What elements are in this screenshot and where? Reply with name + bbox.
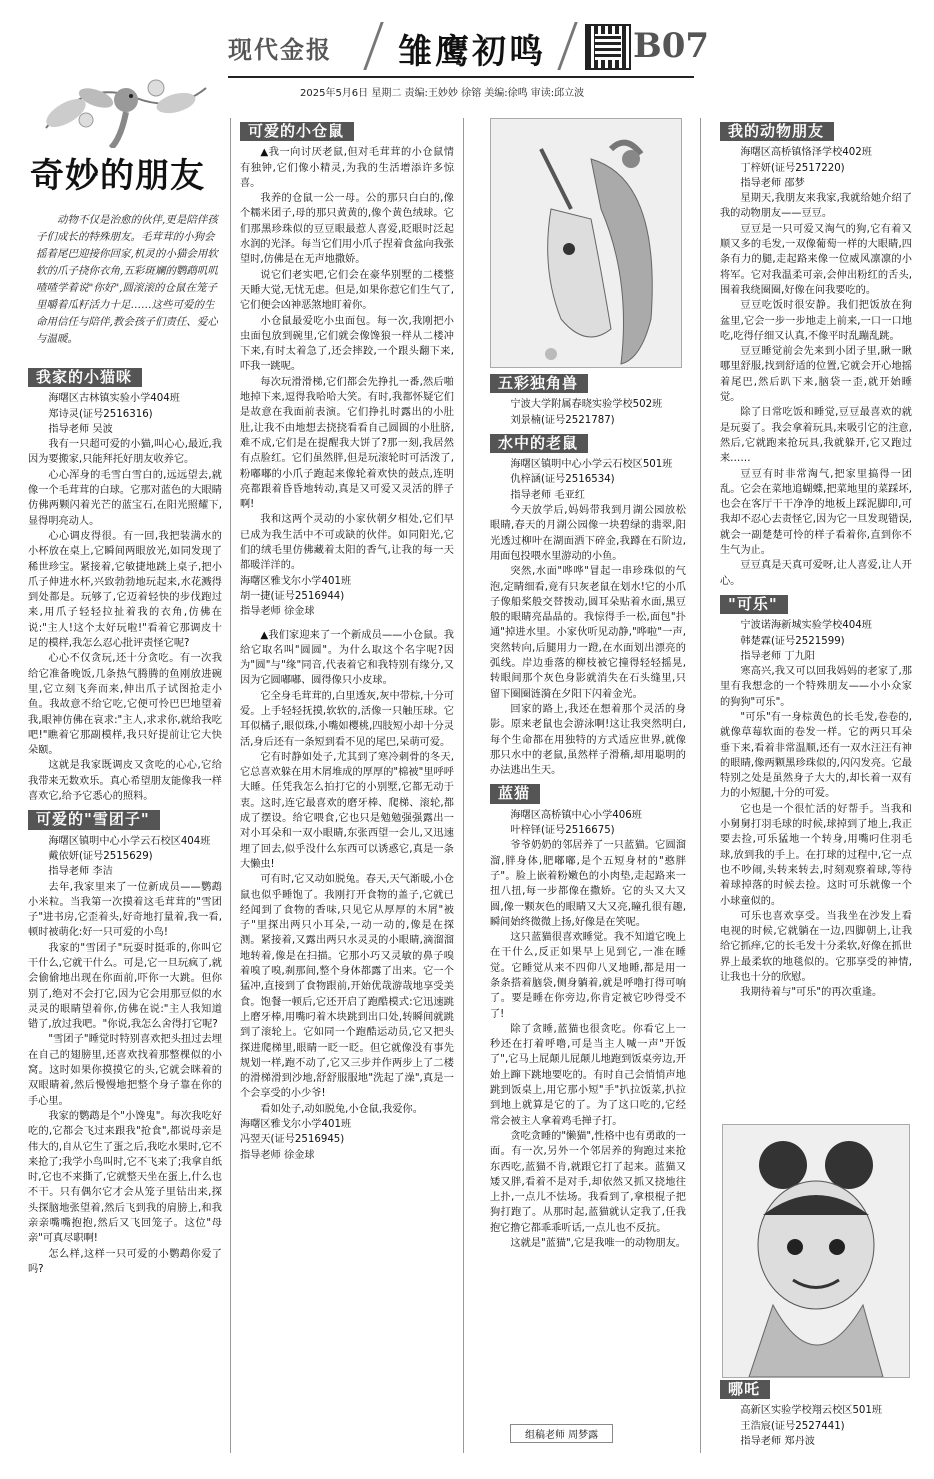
author-name: 仇梓涵(证号2516534) xyxy=(510,474,615,486)
paragraph: 我养的仓鼠一公一母。公的那只白白的,像个糯米团子,母的那只黄黄的,像个黄色绒球。它们那黑珍珠似的豆豆眼最惹人喜爱,眨眼时泛起水润的光泽。每当它们用小爪子捏着食盆向我张望时,仿佛是在无声地撒娇。 xyxy=(240,193,454,266)
author-name: 叶梓铎(证号2516675) xyxy=(510,825,615,837)
editor-note: 组稿老师 周梦露 xyxy=(510,1424,613,1443)
feature-title: 奇妙的朋友 xyxy=(30,156,205,196)
section-title: 可爱的小仓鼠 xyxy=(240,122,354,141)
paragraph: 可有时,它又动如脱兔。春天,天气渐暖,小仓鼠也似乎睡饱了。我刚打开食物的盖子,它就已经闻到了食物的香味,只见它从厚厚的木屑"被子"里探出两只小耳朵,一动一动的,像是在探测。紧接着,又露出两只水灵灵的小眼睛,滴溜溜地转着,像是在扫描。它那小巧又灵敏的鼻子嗅着嗅了嗅,刹那间,整个身体都露了出来。它一个猛冲,直接到了食物跟前,开始优哉游哉地享受美食。饱餐一顿后,它还开启了跑酷模式:它迅速跳上磨牙棒,用嘴叼着木块跳到出口处,转瞬间就跳到了滚轮上。它如同一个跑酷运动员,它又把头探进爬梯里,眼睛一眨一眨。但它就像没有事先规划一样,跑不动了,它又三步并作两步上了二楼的滑梯滑到沙地,舒舒服服地"洗起了澡",真是一个会享受的小少爷! xyxy=(240,874,454,1100)
divider-slash xyxy=(363,22,383,70)
column-2 xyxy=(240,116,454,1163)
teacher-name: 指导老师 毛亚红 xyxy=(510,489,585,501)
paragraph: 我期待着与"可乐"的再次重逢。 xyxy=(740,987,883,999)
paragraph: 它也是一个很忙活的好帮手。当我和小舅舅打羽毛球的时候,球掉到了地上,我正要去捡,可乐猛地一个转身,用嘴叼住羽毛球,放到我的手上。在打球的过程中,它一点也不吵闹,头转来转去,时刻观察着球,等待着球掉落的时候去捡。这时可乐就像一个小球童似的。 xyxy=(720,803,912,907)
paragraph: 可乐也喜欢享受。当我坐在沙发上看电视的时候,它就躺在一边,四脚朝上,让我给它抓痒,它的长毛发十分柔软,好像在抓世界上最柔软的地毯似的。它那享受的神情,让我也十分的欣慰。 xyxy=(720,910,912,984)
feature-intro: 动物不仅是治愈的伙伴,更是陪伴孩子们成长的特殊朋友。毛茸茸的小狗会摇着尾巴迎接你回家,机灵的小猫会用软软的爪子挠你衣角,五彩斑斓的鹦鹉叽叽喳喳学着说"你好",圆滚滚的仓鼠在笼子里嚼着瓜籽活力十足……这些可爱的生命用信任与陪伴,教会孩子们责任、爱心与温暖。 xyxy=(36,214,218,345)
teacher-name: 指导老师 郑丹波 xyxy=(740,1435,815,1447)
paragraph: 这只蓝猫很喜欢睡觉。我不知道它晚上在干什么,反正如果早上见到它,一准在睡觉。它睡觉从来不四仰八叉地睡,都是用一条条搭着脑袋,侧身躺着,就是呼噜打得可响了。要是睡在你旁边,你肯定被它吵得受不了! xyxy=(490,932,686,1020)
school-name: 海曙区高桥镇中心小学406班 xyxy=(510,809,642,821)
paragraph: 爷爷奶奶的邻居养了一只蓝猫。它圆溜溜,胖身体,肥嘟嘟,是个五短身材的"憨胖子"。脸上嵌着粉嫩色的小肉垫,走起路来一扭八扭,每一步都像在撒娇。它的头又大又圆,像一颗灰色的眼睛又大又亮,瞳孔很有趣,瞬间始终微微上扬,好像是在笑呢。 xyxy=(490,840,686,928)
author-name: 戴依妍(证号2515629) xyxy=(48,850,153,862)
column-4 xyxy=(720,116,912,1001)
column-3 xyxy=(490,368,686,1251)
paragraph: 看如处子,动如脱兔,小仓鼠,我爱你。 xyxy=(260,1103,423,1115)
section-title: 水中的老鼠 xyxy=(490,434,588,453)
page-section-title: 雏鹰初鸣 xyxy=(398,32,546,72)
paragraph: 豆豆真是天真可爱呀,让人喜爱,让人开心。 xyxy=(720,560,912,587)
paragraph: 除了贪睡,蓝猫也很贪吃。你看它上一秒还在打着呼噜,可是当主人喊一声"开饭了",它马上屁颠儿屁颠儿地跑到饭桌旁边,开始上蹿下跳地要吃的。有时自己会悄悄声地跳到饭桌上,用它那小短"手"扒拉饭菜,扒拉到地上就算是它的了。为了这口吃的,它经常会被主人拿着鸡毛掸子打。 xyxy=(490,1023,686,1127)
paragraph: 我家的鹦鹉是个"小馋鬼"。每次我吃好吃的,它都会飞过来跟我"抢食",都说母亲是伟大的,自从它生了蛋之后,我吃水果时,它不来抢了;我学小鸟叫时,它不飞来了;我拿自纸时,它也不来撕了,它就整天坐在蛋上,什么也不干。只有偶尔它才会从笼子里钻出来,探头探脑地张望着,然后飞到我的肩膀上,和我亲亲嘴嘴抱抱,然后又飞回笼子。这位"母亲"可真尽职啊! xyxy=(28,1110,222,1245)
school-name: 海曙区雅戈尔小学401班 xyxy=(240,575,352,587)
section-title: 我家的小猫咪 xyxy=(28,368,142,387)
paragraph: 星期天,我朋友来我家,我就给她介绍了我的动物朋友——豆豆。 xyxy=(720,193,912,220)
paragraph: ▲我们家迎来了一个新成员——小仓鼠。我给它取名叫"圆圆"。为什么取这个名字呢?因为"圆"与"缘"同音,代表着它和我特别有缘分,又因为它圆嘟嘟、圆得像只小皮球。 xyxy=(240,629,454,687)
divider-slash xyxy=(557,22,577,70)
paragraph: 寒高兴,我又可以回我妈妈的老家了,那里有我想念的一个特殊朋友——小小众家的狗狗"可乐"。 xyxy=(720,666,912,708)
newspaper-name: 现代金报 xyxy=(228,35,332,64)
author-name: 王浩宸(证号2527441) xyxy=(740,1420,845,1432)
paragraph: 它有时静如处子,尤其到了寒冷刺骨的冬天,它总喜欢躲在用木屑堆成的厚厚的"棉被"里呼呼大睡。任凭我怎么拍打它的小别墅,它都无动于衷。这时,连它最喜欢的磨牙棒、爬梯、滚轮,都成了摆设。给它喂食,它也只是勉勉强强露出一对小耳朵和一双小眼睛,东张西望一会儿,又迅速埋了回去,似乎没什么东西可以诱惑它,真是一条大懒虫! xyxy=(240,751,454,870)
column-divider xyxy=(463,118,464,1453)
author-name: 韩楚霖(证号2521599) xyxy=(740,635,845,647)
qr-code-icon xyxy=(585,24,631,70)
school-name: 海曙区镇明中心小学云石校区404班 xyxy=(48,835,211,847)
school-name: 宁波诺海新城实验学校404班 xyxy=(740,620,872,632)
paragraph: "雪团子"睡觉时特别喜欢把头扭过去埋在自己的翅膀里,还喜欢找着那整棵似的小窝。这时如果你摸摸它的头,它就会眯着的双眼睛着,然后慢慢地把整个身子靠在你的手心里。 xyxy=(28,1034,222,1107)
header-rule xyxy=(228,76,694,78)
school-name: 海曙区高桥镇恪泽学校402班 xyxy=(740,147,872,159)
paragraph: 这就是我家既调皮又贪吃的心心,它给我带来无数欢乐。真心希望朋友能像我一样喜欢它,给予它悉心的照料。 xyxy=(28,760,222,803)
paragraph: 我和这两个灵动的小家伙朝夕相处,它们早已成为我生活中不可或缺的伙伴。如同阳光,它们的绒毛里仿佛藏着太阳的香气,让我的每一天都暖洋洋的。 xyxy=(240,514,454,572)
paragraph: 怎么样,这样一只可爱的小鹦鹉你爱了吗? xyxy=(28,1248,222,1275)
paragraph: "可乐"有一身棕黄色的长毛发,卷卷的,就像草莓软面的卷发一样。它的两只耳朵垂下来,看着非常温顺,还有一双水汪汪有神的眼睛,像两颗黑珍珠似的,闪闪发亮。它最特别之处是虽然身子大大的,却长着一双有力的小短腿,十分的可爱。 xyxy=(720,711,912,800)
paragraph: 回家的路上,我还在想着那个灵活的身影。原来老鼠也会游泳啊!这让我突然明白,每个生命都在用独特的方式适应世界,就像那只水中的老鼠,虽然样子滑稽,却用聪明的办法逃出生天。 xyxy=(490,703,686,777)
paragraph: 它全身毛茸茸的,白里透灰,灰中带棕,十分可爱。上手轻轻抚摸,软软的,活像一只触压球。它耳似橘子,眼似珠,小嘴如樱桃,四肢短小却十分灵活,身后还有一条短到看不见的尾巴,呆萌可爱。 xyxy=(240,690,454,748)
section-title: "可乐" xyxy=(720,595,788,614)
flower-bird-illustration xyxy=(26,58,216,148)
paragraph: 豆豆睡觉前会先来到小团子里,瞅一瞅哪里舒服,找到舒适的位置,它就会开心地摇着尾巴,然后趴下来,脑袋一歪,就开始睡觉。 xyxy=(720,346,912,404)
section-title: 可爱的"雪团子" xyxy=(28,810,160,829)
column-divider xyxy=(700,118,701,1453)
school-name: 海曙区古林镇实验小学404班 xyxy=(48,393,180,405)
paragraph: 豆豆有时非常淘气,把家里搞得一团乱。它会在菜地追蝴蝶,把菜地里的菜踩坏,也会在客厅干干净净的地板上踩泥脚印,可我却不忍心去责怪它,因为它一旦发现错误,就会一副楚楚可怜的样子看着你,直到你不生气为止。 xyxy=(720,468,912,557)
paragraph: 贪吃贪睡的"懒猫",性格中也有勇敢的一面。有一次,另外一个邻居养的狗跑过来抢东西吃,蓝猫不肯,就跟它打了起来。蓝猫又矮又胖,看着不是对手,却依然又抓又挠地往上扑,一点儿不怯场。我看到了,拿根棍子把狗打跑了。从那时起,蓝猫就认定我了,任我抱它撸它都乖乖听话,一点儿也不反抗。 xyxy=(490,1130,686,1234)
paragraph: 去年,我家里来了一位新成员——鹦鹉小米粒。当我第一次摸着这毛茸茸的"雪团子"进书房,它歪着头,好奇地打量着,我一看,顿时被萌化:好一只可爱的小鸟! xyxy=(28,881,222,939)
column-divider xyxy=(230,118,231,1453)
paragraph: 豆豆吃饭时很安静。我们把饭放在狗盆里,它会一步一步地走上前来,一口一口地吃,吃得仔细又认真,不像平时乱蹦乱跳。 xyxy=(720,300,912,342)
teacher-name: 指导老师 丁九阳 xyxy=(740,650,815,662)
author-name: 胡一捷(证号2516944) xyxy=(240,590,345,602)
unicorn-drawing xyxy=(490,118,682,368)
paragraph: 小仓鼠最爱吃小虫面包。每一次,我刚把小虫面包放到碗里,它们就会像馋狼一样从二楼冲下来,有时太着急了,还会摔跤,一个跟头翻下来,吓我一跳呢。 xyxy=(240,315,454,373)
teacher-name: 指导老师 吴波 xyxy=(48,423,113,435)
column-1 xyxy=(28,362,222,1277)
figure-caption: 五彩独角兽 xyxy=(490,374,588,393)
figure-caption: 哪吒 xyxy=(720,1380,770,1399)
author-name: 冯翌天(证号2516945) xyxy=(240,1134,345,1146)
paragraph: 豆豆是一只可爱又淘气的狗,它有着又顺又多的毛发,一双像葡萄一样的大眼睛,四条有力的腿,走起路来像一位威风凛凛的小将军。它对我温柔可亲,会伸出粉红的舌头,围着我绕圈圈,好像在问我要吃的。 xyxy=(720,223,912,296)
teacher-name: 指导老师 李洁 xyxy=(48,866,113,878)
teacher-name: 指导老师 邵梦 xyxy=(740,177,805,189)
paragraph: 除了日常吃饭和睡觉,豆豆最喜欢的就是玩耍了。我会拿着玩具,来吸引它的注意,然后,它就跑来抢玩具,我就躲开,它又跑过来…… xyxy=(720,407,912,465)
paragraph: 心心浑身的毛雪白雪白的,远远望去,就像一个毛茸茸的白球。它那对蓝色的大眼睛仿佛两颗闪着光芒的蓝宝石,在阳光照耀下,显得明亮动人。 xyxy=(28,469,222,527)
paragraph: 这就是"蓝猫",它是我唯一的动物朋友。 xyxy=(510,1238,686,1250)
paragraph: 每次玩滑滑梯,它们都会先挣扎一番,然后啪地掉下来,逗得我哈哈大笑。有时,我都怀疑它们是故意在我面前表演。它们挣扎时露出的小肚肚,让我不由地想去挠挠看看自己圆圆的小肚脐,难不成,它们是在提醒我大饼了?那一刻,我居然有点脸红。它们虽然胖,但是玩滚轮时可活泼了,粉嘟嘟的小爪子跑起来像轮着欢快的鼓点,连明亮都跟着昏昏地转动,真是又可爱又灵活的胖子啊! xyxy=(240,376,454,511)
figure-2-caption-block xyxy=(720,1380,912,1449)
paragraph: ▲我一向讨厌老鼠,但对毛茸茸的小仓鼠情有独钟,它们像小精灵,为我的生活增添许多惊喜。 xyxy=(240,147,454,189)
paragraph: 今天放学后,妈妈带我到月湖公园放松眼睛,春天的月湖公园像一块碧绿的翡翠,阳光透过柳叶在湖面洒下碎金,我蹲在石阶边,用面包投喂水里游动的小鱼。 xyxy=(490,505,686,562)
section-title: 蓝猫 xyxy=(490,784,540,803)
school-name: 高新区实验学校翔云校区501班 xyxy=(740,1405,883,1417)
school-name: 海曙区镇明中心小学云石校区501班 xyxy=(510,459,673,471)
paragraph: 说它们老实吧,它们会在豪华别墅的二楼整天睡大觉,无忧无虑。但是,如果你惹它们生气了,它们便会凶神恶煞地盯着你。 xyxy=(240,269,454,312)
dateline: 2025年5月6日 星期二 责编:王妙妙 徐镕 美编:徐鸣 审读:邱立波 xyxy=(300,88,585,99)
paragraph: 我家的"雪团子"玩耍时挺乖的,你叫它干什么,它就干什么。可是,它一旦玩疯了,就会偷偷地出现在你面前,吓你一大跳。但你别了,绝对不会打它,因为它会用那豆似的水灵灵的眼睛望着你,仿佛在说:"主人我知道错了,放过我吧。"你说,我怎么舍得打它呢? xyxy=(28,942,222,1031)
teacher-name: 指导老师 徐金球 xyxy=(240,1149,315,1161)
section-title: 我的动物朋友 xyxy=(720,122,834,141)
paragraph: 我有一只超可爱的小猫,叫心心,最近,我因为要搬家,只能拜托好朋友收养它。 xyxy=(28,439,222,466)
author-name: 刘景楠(证号2521787) xyxy=(510,414,615,426)
paragraph: 突然,水面"哗哗"冒起一串珍珠似的气泡,定睛细看,竟有只灰老鼠在划水!它的小爪子像船桨般交替拨动,圆耳朵贴着水面,黑豆般的眼睛亮晶晶的。我惊得手一松,面包"扑通"掉进水里。小家伙听见动静,"哗啦"一声,突然转向,后腿用力一蹬,在水面划出漂亮的弧线。岸边垂落的柳枝被它撞得轻轻摇晃,转眼间那个灰色身影就消失在石头缝里,只留下圈圈涟漪在夕阳下闪着金光。 xyxy=(490,566,686,700)
teacher-name: 指导老师 徐金球 xyxy=(240,606,315,618)
school-name: 宁波大学附属春晓实验学校502班 xyxy=(510,399,663,411)
page-number: B07 xyxy=(633,26,710,66)
paragraph: 心心不仅贪玩,还十分贪吃。有一次我给它准备晚饭,几条热气腾腾的鱼刚放进碗里,它立刻飞奔而来,伸出爪子试图抢走小鱼。我故意不给它吃,它便可怜巴巴地望着我,眼神仿佛在哀求:"主人,求求你,就给我吃吧!"瞧着它那副模样,我只好提前让它大快朵颐。 xyxy=(28,653,222,757)
nezha-drawing xyxy=(722,1124,910,1378)
paragraph: 心心调皮得很。有一回,我把装满水的小杯放在桌上,它瞬间两眼放光,如同发现了稀世珍宝。紧接着,它敏捷地跳上桌子,把小爪子伸进水杯,兴致勃勃地玩起来,水花溅得到处都是。玩够了,它迈着轻快的步伐跑过来,用爪子轻轻拉扯着我的衣角,仿佛在说:"主人!这个太好玩啦!"看着它那调皮十足的模样,我怎么忍心批评责怪它呢? xyxy=(28,530,222,650)
author-name: 丁梓妍(证号2517220) xyxy=(740,162,845,174)
school-name: 海曙区雅戈尔小学401班 xyxy=(240,1119,352,1130)
author-name: 郑诗灵(证号2516316) xyxy=(48,408,153,420)
